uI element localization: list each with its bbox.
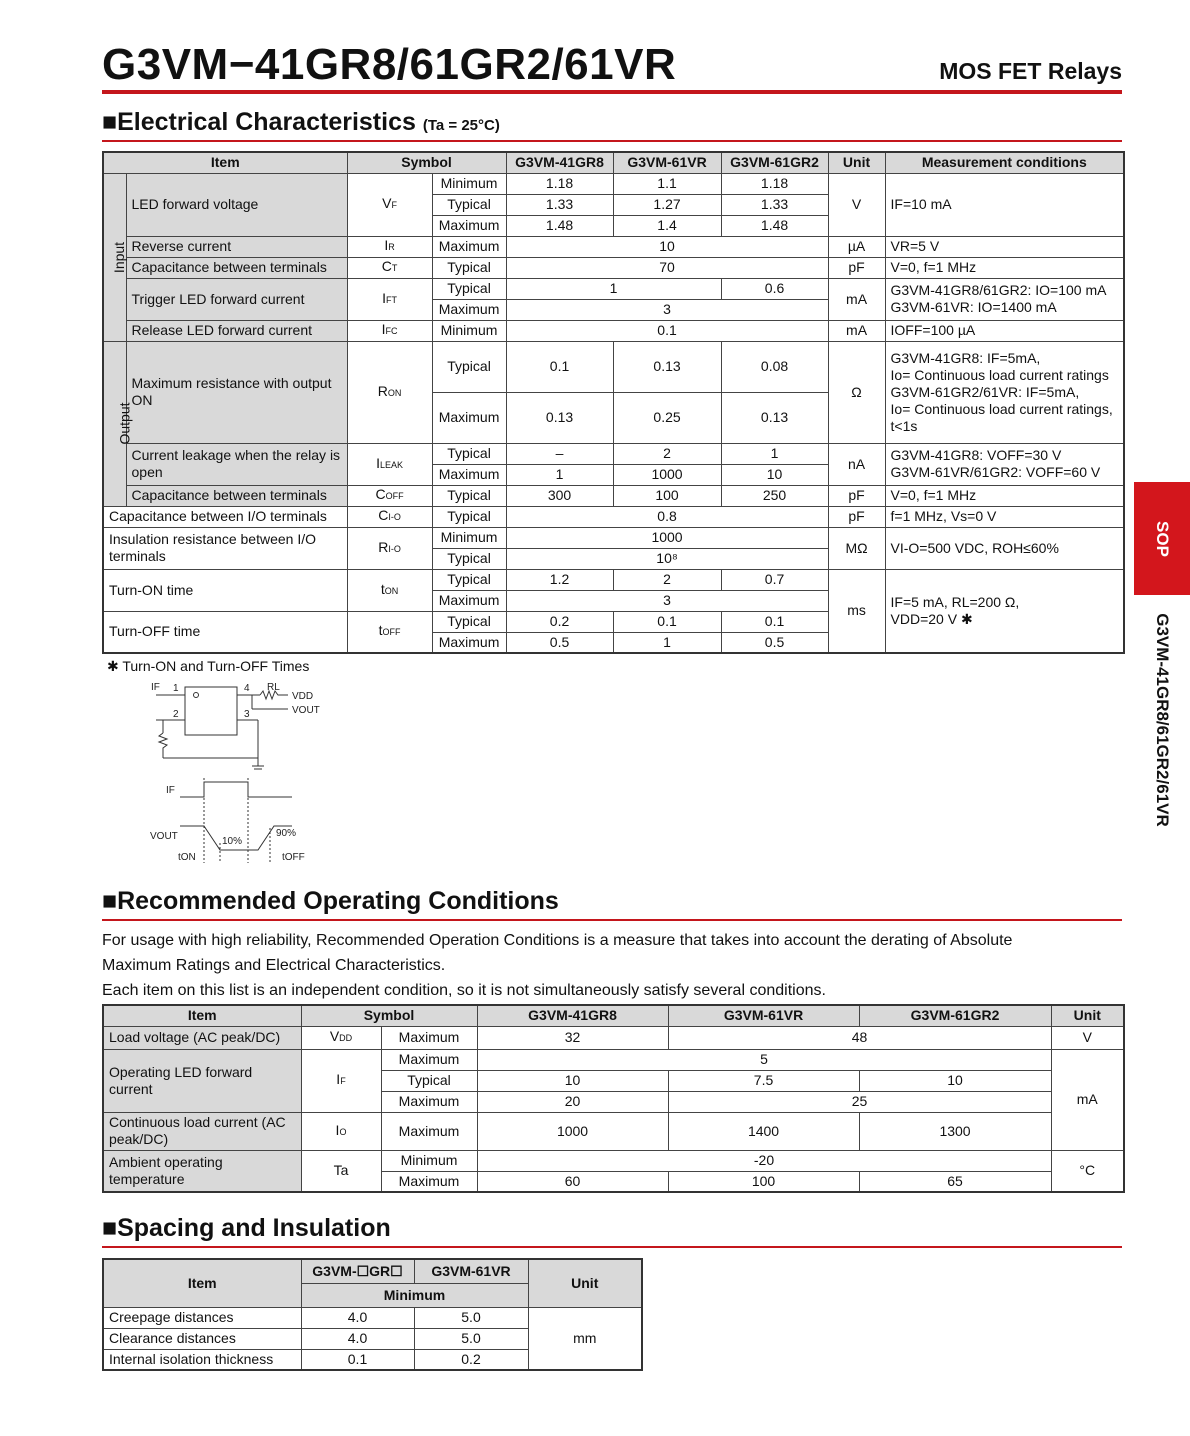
svg-text:VOUT: VOUT (292, 705, 320, 716)
svg-text:1: 1 (173, 683, 179, 694)
symbol: ILEAK (347, 443, 432, 485)
row-item: Capacitance between terminals (126, 485, 347, 506)
row-item: Reverse current (126, 236, 347, 257)
side-tab-sop[interactable]: SOP (1134, 482, 1190, 595)
symbol: RI-O (347, 527, 432, 569)
table-row: Creepage distances 4.0 5.0 mm (103, 1307, 642, 1328)
group-input: Input (103, 173, 126, 341)
svg-text:2: 2 (173, 709, 179, 720)
svg-text:VDD: VDD (292, 691, 314, 702)
symbol: VDD (301, 1026, 381, 1049)
col-header-item: Item (103, 152, 347, 173)
col-header-unit: Unit (828, 152, 885, 173)
row-item: Capacitance between terminals (126, 257, 347, 278)
col-header-model: G3VM-61GR2 (721, 152, 828, 173)
col-header-symbol: Symbol (347, 152, 506, 173)
symbol: tOFF (347, 611, 432, 653)
row-item: Maximum resistance with output ON (126, 341, 347, 443)
electrical-characteristics-table: Item Symbol G3VM-41GR8 G3VM-61VR G3VM-61GR2 Unit Measurement conditions Input LED forward voltage VF Minimum 1.18 1.1 1.18 V IF=10 mA Typical 1.33 1.27 1.33 Maximum 1.48 1.4 1.48 Reverse current IR Maximum 10 µA VR=5 V Capacitance between terminals CT Typical 70 pF V=0, f=1 MHz Trigger LED forward current IFT Typical 1 0.6 mA G3VM-41GR8/61GR2: IO=100 mA G3VM-61VR: IO=1400 mA Maximum 3 Release LED forward current IFC Minimum 0.1 mA IOFF=100 µA Output Maximum resistance with output ON RON Typical 0.1 0.13 0.08 Ω G3VM-41GR8: IF=5mA, Io= Continuous load current ratings G3VM-61GR2/61VR: IF=5mA, Io= Continuous load current ratings, t<1s Maximum 0.13 0.25 0.13 Current leakage when the relay is open ILEAK Typical – 2 1 nA G3VM-41GR8: VOFF=30 V G3VM-61VR/61GR2: VOFF=60 V Maximum 1 1000 10 Capacitance between terminals COFF Typical 300 100 250 pF V=0, f=1 MHz Capacitance between I/O terminals CI-O Typical 0.8 pF f=1 MHz, Vs=0 V Insulation resistance between I/O terminals RI-O Minimum 1000 MΩ VI-O=500 VDC, ROH≤60% Typical 10⁸ Turn-ON time tON Typical 1.2 2 0.7 ms IF=5 mA, RL=200 Ω, VDD=20 V ✱ Maximum 3 Turn-OFF time tOFF Typical 0.2 0.1 0.1 Maximum 0.5 1 0.5 (102, 151, 1125, 654)
svg-text:VOUT: VOUT (150, 831, 178, 842)
symbol: IF (301, 1049, 381, 1112)
svg-text:RL: RL (267, 682, 280, 693)
col-header-model: G3VM-61VR (613, 152, 721, 173)
svg-text:4: 4 (244, 683, 250, 694)
svg-text:tON: tON (178, 852, 196, 863)
symbol: Ta (301, 1150, 381, 1192)
table-row: Internal isolation thickness 0.1 0.2 (103, 1349, 642, 1370)
svg-text:tOFF: tOFF (282, 852, 305, 863)
spacing-insulation-table: Item G3VM-☐GR☐ G3VM-61VR Unit Minimum Creepage distances 4.0 5.0 mm Clearance distances 4.0 5.0 Internal isolation thickness 0.1 0.2 (102, 1258, 643, 1371)
section-rule (102, 140, 1122, 142)
row-item: Release LED forward current (126, 320, 347, 341)
symbol: IR (347, 236, 432, 257)
row-item: Turn-ON time (103, 569, 347, 611)
section-title-electrical: ■Electrical Characteristics (Ta = 25°C) (102, 108, 500, 136)
col-header-conditions: Measurement conditions (885, 152, 1124, 173)
row-item: Trigger LED forward current (126, 278, 347, 320)
turn-on-off-circuit-diagram (140, 678, 340, 868)
footnote-turn-times: ✱ Turn-ON and Turn-OFF Times (107, 658, 310, 674)
svg-text:90%: 90% (276, 828, 297, 839)
symbol: RON (347, 341, 432, 443)
row-item: Load voltage (AC peak/DC) (103, 1026, 301, 1049)
symbol: CT (347, 257, 432, 278)
recommended-description: For usage with high reliability, Recommended Operation Conditions is a measure that takes into account the derating of Absolute Maximum Ratings and Electrical Characteristics. Each item on this list is an independent condition, so it is not simultaneously satisfy several conditions. (102, 932, 1013, 999)
symbol: IFT (347, 278, 432, 320)
symbol: tON (347, 569, 432, 611)
group-output: Output (103, 341, 126, 506)
symbol: COFF (347, 485, 432, 506)
svg-text:IF: IF (166, 785, 175, 796)
row-item: Current leakage when the relay is open (126, 443, 347, 485)
symbol: IFC (347, 320, 432, 341)
symbol: CI-O (347, 506, 432, 527)
section-title-recommended: ■Recommended Operating Conditions (102, 887, 559, 915)
row-item: Operating LED forward current (103, 1049, 301, 1112)
row-item: Turn-OFF time (103, 611, 347, 653)
section-rule (102, 919, 1122, 921)
symbol: IO (301, 1112, 381, 1150)
table-row: Clearance distances 4.0 5.0 (103, 1328, 642, 1349)
svg-text:3: 3 (244, 709, 250, 720)
col-header-model: G3VM-41GR8 (506, 152, 613, 173)
row-item: Insulation resistance between I/O terminals (103, 527, 347, 569)
row-item: Capacitance between I/O terminals (103, 506, 347, 527)
row-item: LED forward voltage (126, 173, 347, 236)
page-title: G3VM−41GR8/61GR2/61VR (102, 40, 677, 89)
row-item: Ambient operating temperature (103, 1150, 301, 1192)
row-item: Continuous load current (AC peak/DC) (103, 1112, 301, 1150)
header-rule (102, 90, 1122, 94)
symbol: VF (347, 173, 432, 236)
side-part-number: G3VM-41GR8/61GR2/61VR (1153, 613, 1173, 827)
section-title-spacing: ■Spacing and Insulation (102, 1214, 391, 1242)
svg-text:10%: 10% (222, 836, 243, 847)
recommended-conditions-table: Item Symbol G3VM-41GR8 G3VM-61VR G3VM-61GR2 Unit Load voltage (AC peak/DC) VDD Maximum 32 48 V Operating LED forward current IF Maximum 5 mA Typical 10 7.5 10 Maximum 20 25 Continuous load current (AC peak/DC) IO Maximum 1000 1400 1300 Ambient operating temperature Ta Minimum -20 °C Maximum 60 100 65 (102, 1004, 1125, 1193)
product-category: MOS FET Relays (939, 58, 1122, 84)
section-rule (102, 1246, 1122, 1248)
label-if: IF (151, 682, 160, 693)
